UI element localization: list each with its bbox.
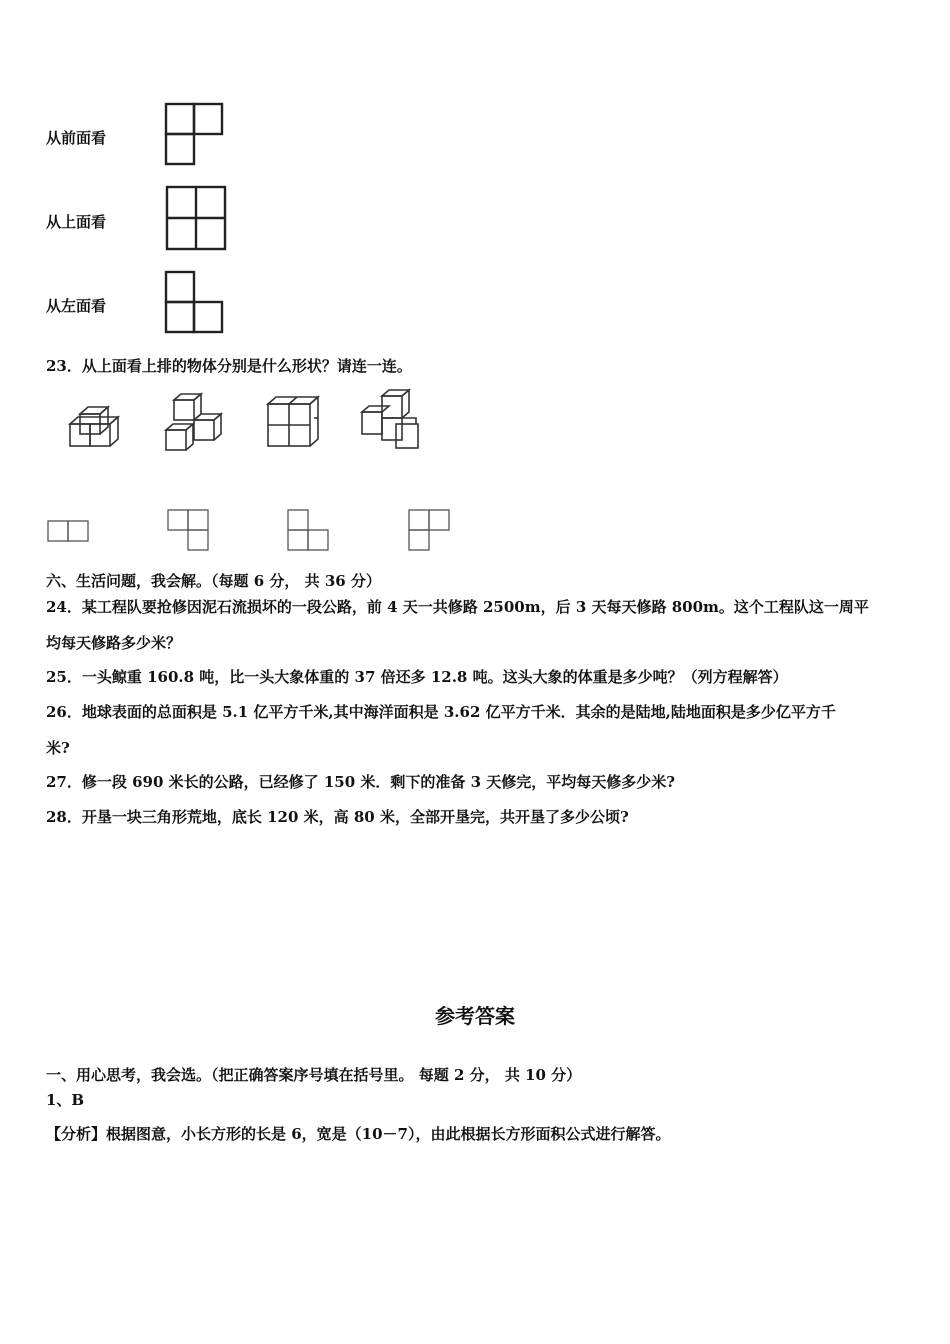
- view-label-left: 从左面看: [46, 297, 107, 315]
- top-view-option-b: [164, 507, 212, 553]
- question-26-line1: 26．地球表面的总面积是 5.1 亿平方千米,其中海洋面积是 3.62 亿平方千米．其余的是陆地,陆地面积是多少亿平方千: [46, 703, 836, 721]
- cube-figure-1: [62, 400, 128, 452]
- answer-analysis: 【分析】根据图意，小长方形的长是 6，宽是（10－7），由此根据长方形面积公式进行解答。: [46, 1125, 671, 1143]
- question-25: 25．一头鲸重 160.8 吨，比一头大象体重的 37 倍还多 12.8 吨。这头大象的体重是多少吨？（列方程解答）: [46, 668, 788, 686]
- left-view-diagram: [160, 266, 232, 338]
- cube-figure-2: [160, 390, 230, 454]
- cube-figure-3: [262, 392, 324, 452]
- view-label-top: 从上面看: [46, 213, 107, 231]
- question-23: 23．从上面看上排的物体分别是什么形状？请连一连。: [46, 357, 412, 375]
- cube-figure-4: [356, 384, 426, 454]
- top-view-option-c: [284, 507, 332, 553]
- question-26-line2: 米?: [46, 739, 70, 757]
- question-24-line1: 24．某工程队要抢修因泥石流损坏的一段公路，前 4 天一共修路 2500m，后 3 天每天修路 800m。这个工程队这一周平: [46, 598, 869, 616]
- question-27: 27．修一段 690 米长的公路，已经修了 150 米．剩下的准备 3 天修完，平均每天修多少米?: [46, 773, 676, 791]
- question-24-line2: 均每天修路多少米？: [46, 634, 182, 652]
- top-view-option-a: [46, 518, 92, 544]
- top-view-option-d: [404, 507, 454, 553]
- section-6-heading: 六、生活问题，我会解。（每题 6 分， 共 36 分）: [46, 572, 381, 590]
- question-28: 28．开垦一块三角形荒地，底长 120 米，高 80 米，全部开垦完，共开垦了多少公顷?: [46, 808, 629, 826]
- front-view-diagram: [160, 100, 230, 170]
- answer-item-1: 1、B: [46, 1091, 85, 1109]
- answers-title: 参考答案: [435, 1004, 515, 1028]
- answers-section-1: 一、用心思考，我会选。（把正确答案序号填在括号里。 每题 2 分， 共 10 分）: [46, 1066, 582, 1084]
- top-view-diagram: [160, 182, 232, 254]
- view-label-front: 从前面看: [46, 129, 107, 147]
